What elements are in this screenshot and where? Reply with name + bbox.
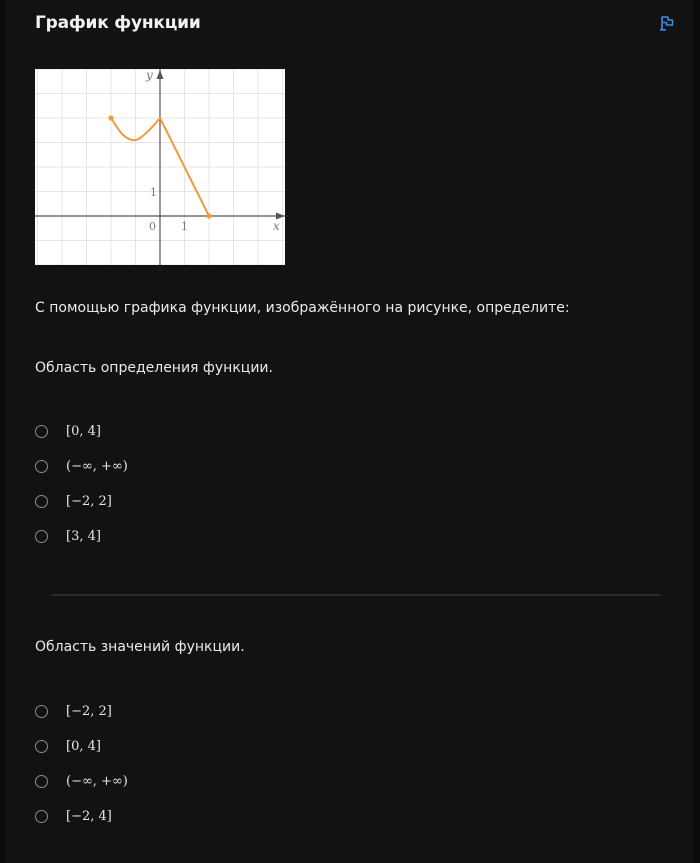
x-tick-label: 1 [181, 220, 188, 233]
origin-label: 0 [149, 220, 156, 233]
radio-button[interactable] [35, 810, 48, 823]
page-title: График функции [35, 13, 201, 33]
y-tick-label: 1 [150, 186, 157, 199]
left-edge [0, 0, 6, 863]
section-divider [52, 594, 660, 596]
radio-button[interactable] [35, 495, 48, 508]
domain-option[interactable] [35, 456, 128, 476]
range-option[interactable] [35, 771, 128, 791]
graph-svg [35, 69, 285, 265]
y-axis-label: y [146, 69, 153, 82]
option-label: [0, 4] [66, 738, 101, 754]
instruction-text: С помощью графика функции, изображённого на рисунке, определите: [35, 300, 570, 316]
range-option[interactable] [35, 736, 101, 756]
radio-button[interactable] [35, 775, 48, 788]
option-label: [−2, 4] [66, 808, 112, 824]
option-label: [−2, 2] [66, 703, 112, 719]
x-axis-label: x [273, 219, 280, 233]
question-range: Область значений функции. [35, 639, 245, 655]
range-option[interactable] [35, 701, 112, 721]
option-label: [0, 4] [66, 423, 101, 439]
domain-option[interactable] [35, 526, 101, 546]
y-axis-arrow [157, 70, 164, 79]
right-edge [694, 0, 700, 863]
range-option[interactable] [35, 806, 112, 826]
question-domain: Область определения функции. [35, 360, 273, 376]
radio-button[interactable] [35, 740, 48, 753]
endpoint-dot [108, 115, 113, 120]
domain-option[interactable] [35, 491, 112, 511]
endpoint-dot [206, 213, 211, 218]
flag-icon[interactable] [659, 15, 675, 31]
radio-button[interactable] [35, 460, 48, 473]
option-label: [−2, 2] [66, 493, 112, 509]
domain-option[interactable] [35, 421, 101, 441]
option-label: (−∞, +∞) [66, 773, 128, 789]
option-label: (−∞, +∞) [66, 458, 128, 474]
option-label: [3, 4] [66, 528, 101, 544]
radio-button[interactable] [35, 425, 48, 438]
radio-button[interactable] [35, 530, 48, 543]
function-graph [35, 69, 285, 265]
radio-button[interactable] [35, 705, 48, 718]
